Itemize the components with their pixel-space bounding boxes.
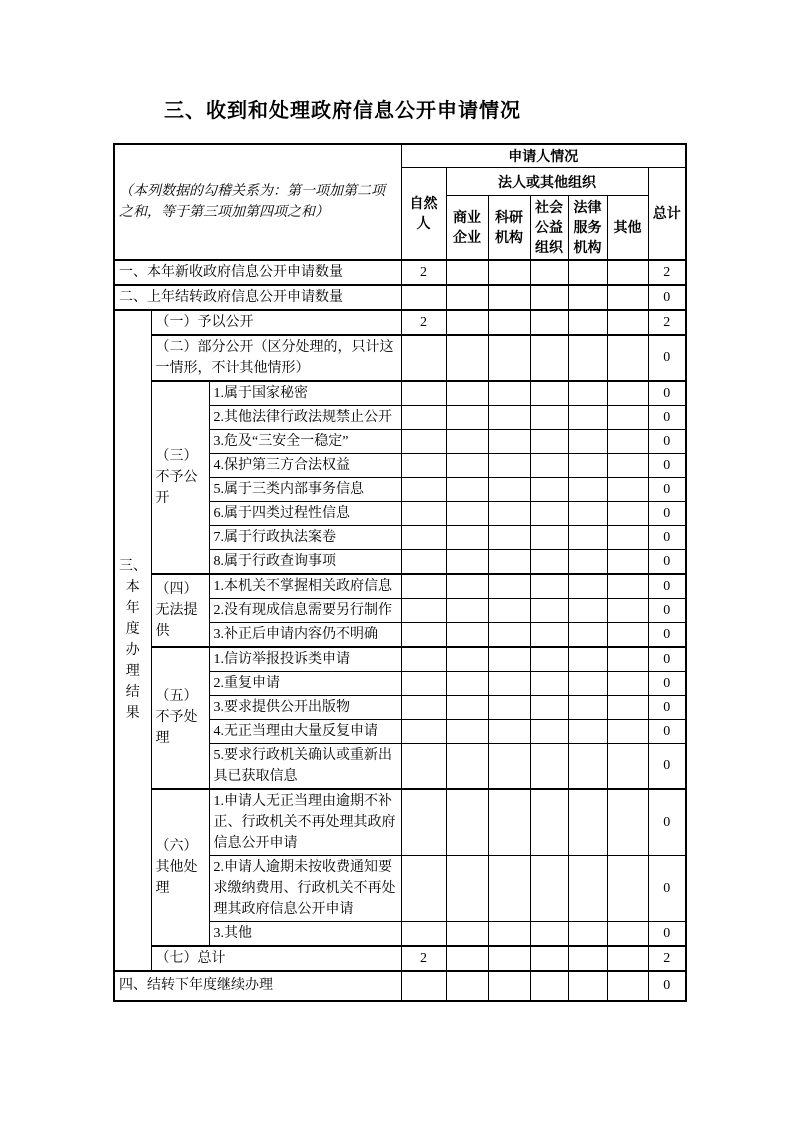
report-title: 三、收到和处理政府信息公开申请情况 [164, 100, 521, 122]
cell-business [446, 549, 488, 574]
group-label-other-handling: （六）其他处理 [151, 789, 209, 946]
row-label-not-processed-2: 2.重复申请 [209, 671, 401, 695]
cell-business [446, 598, 488, 622]
cell-natural [401, 719, 446, 743]
cell-social [530, 335, 568, 381]
cell-total: 2 [648, 260, 686, 285]
col-header-business: 商业企业 [446, 196, 488, 260]
row-label-refused-6: 6.属于四类过程性信息 [209, 501, 401, 525]
cell-legal [568, 260, 607, 285]
cell-legal [568, 429, 607, 453]
cell-natural [401, 647, 446, 672]
cell-social [530, 574, 568, 599]
cell-legal [568, 285, 607, 310]
cell-total: 0 [648, 671, 686, 695]
row-label-new-received: 一、本年新收政府信息公开申请数量 [114, 260, 401, 285]
row-label-refused-8: 8.属于行政查询事项 [209, 549, 401, 574]
cell-total: 0 [648, 598, 686, 622]
cell-natural [401, 405, 446, 429]
cell-social [530, 549, 568, 574]
cell-other [607, 622, 648, 647]
row-label-grand-total: （七）总计 [151, 946, 401, 971]
cell-business [446, 622, 488, 647]
cell-total: 0 [648, 501, 686, 525]
cell-total: 0 [648, 743, 686, 789]
cell-natural [401, 501, 446, 525]
cell-business [446, 921, 488, 946]
cell-other [607, 671, 648, 695]
row-label-not-processed-3: 3.要求提供公开出版物 [209, 695, 401, 719]
cell-business [446, 453, 488, 477]
cell-total: 0 [648, 789, 686, 856]
cell-total: 0 [648, 381, 686, 406]
col-header-legal-or-other-org: 法人或其他组织 [446, 168, 648, 196]
cell-research [488, 310, 530, 335]
cell-legal [568, 946, 607, 971]
group-label-refused: （三）不予公开 [151, 381, 209, 574]
cell-total: 0 [648, 921, 686, 946]
cell-legal [568, 310, 607, 335]
cell-total: 0 [648, 429, 686, 453]
cell-research [488, 622, 530, 647]
cell-research [488, 971, 530, 1001]
cell-social [530, 429, 568, 453]
cell-total: 0 [648, 574, 686, 599]
cell-total: 0 [648, 525, 686, 549]
cell-research [488, 453, 530, 477]
cell-business [446, 574, 488, 599]
header-note: （本列数据的勾稽关系为：第一项加第二项之和，等于第三项加第四项之和） [114, 144, 401, 260]
cell-social [530, 946, 568, 971]
cell-business [446, 525, 488, 549]
cell-other [607, 789, 648, 856]
cell-business [446, 477, 488, 501]
row-label-unable-2: 2.没有现成信息需要另行制作 [209, 598, 401, 622]
cell-research [488, 946, 530, 971]
cell-legal [568, 695, 607, 719]
row-label-partial: （二）部分公开（区分处理的，只计这一情形，不计其他情形） [151, 335, 401, 381]
cell-business [446, 335, 488, 381]
cell-total: 0 [648, 477, 686, 501]
cell-legal [568, 622, 607, 647]
cell-business [446, 671, 488, 695]
cell-business [446, 310, 488, 335]
cell-legal [568, 598, 607, 622]
cell-social [530, 405, 568, 429]
cell-research [488, 260, 530, 285]
cell-social [530, 285, 568, 310]
group-label-not-processed: （五）不予处理 [151, 647, 209, 789]
cell-natural [401, 855, 446, 921]
cell-business [446, 695, 488, 719]
row-label-refused-7: 7.属于行政执法案卷 [209, 525, 401, 549]
cell-total: 0 [648, 695, 686, 719]
cell-social [530, 501, 568, 525]
cell-business [446, 971, 488, 1001]
cell-social [530, 695, 568, 719]
cell-total: 0 [648, 335, 686, 381]
row-label-refused-4: 4.保护第三方合法权益 [209, 453, 401, 477]
cell-legal [568, 549, 607, 574]
cell-natural [401, 525, 446, 549]
cell-legal [568, 647, 607, 672]
cell-legal [568, 671, 607, 695]
cell-legal [568, 743, 607, 789]
cell-social [530, 260, 568, 285]
cell-legal [568, 453, 607, 477]
cell-total: 2 [648, 310, 686, 335]
cell-natural: 2 [401, 946, 446, 971]
cell-other [607, 501, 648, 525]
cell-total: 0 [648, 405, 686, 429]
cell-natural [401, 549, 446, 574]
cell-research [488, 743, 530, 789]
row-label-unable-3: 3.补正后申请内容仍不明确 [209, 622, 401, 647]
cell-legal [568, 335, 607, 381]
cell-business [446, 260, 488, 285]
cell-total: 0 [648, 622, 686, 647]
cell-other [607, 525, 648, 549]
cell-social [530, 453, 568, 477]
cell-total: 0 [648, 453, 686, 477]
cell-other [607, 719, 648, 743]
row-label-not-processed-1: 1.信访举报投诉类申请 [209, 647, 401, 672]
group-label-unable-to-provide: （四）无法提供 [151, 574, 209, 647]
cell-research [488, 695, 530, 719]
cell-business [446, 405, 488, 429]
cell-other [607, 743, 648, 789]
col-header-total: 总计 [648, 168, 686, 260]
cell-research [488, 921, 530, 946]
cell-total: 0 [648, 647, 686, 672]
col-header-other: 其他 [607, 196, 648, 260]
cell-natural [401, 743, 446, 789]
row-label-refused-3: 3.危及“三安全一稳定” [209, 429, 401, 453]
col-header-natural-person: 自然人 [401, 168, 446, 260]
applications-table [113, 143, 687, 1002]
row-label-refused-1: 1.属于国家秘密 [209, 381, 401, 406]
row-label-refused-5: 5.属于三类内部事务信息 [209, 477, 401, 501]
cell-business [446, 855, 488, 921]
cell-other [607, 453, 648, 477]
section-label-annual-results: 三、本年度办理结果 [114, 310, 151, 971]
cell-natural [401, 671, 446, 695]
cell-natural: 2 [401, 260, 446, 285]
cell-other [607, 335, 648, 381]
cell-other [607, 574, 648, 599]
row-label-unable-1: 1.本机关不掌握相关政府信息 [209, 574, 401, 599]
cell-other [607, 695, 648, 719]
cell-other [607, 647, 648, 672]
cell-natural [401, 574, 446, 599]
cell-research [488, 381, 530, 406]
cell-legal [568, 921, 607, 946]
cell-legal [568, 405, 607, 429]
cell-social [530, 622, 568, 647]
cell-legal [568, 525, 607, 549]
cell-total: 0 [648, 549, 686, 574]
cell-social [530, 310, 568, 335]
cell-research [488, 525, 530, 549]
row-label-refused-2: 2.其他法律行政法规禁止公开 [209, 405, 401, 429]
cell-legal [568, 477, 607, 501]
cell-natural [401, 335, 446, 381]
row-label-carried-over: 二、上年结转政府信息公开申请数量 [114, 285, 401, 310]
cell-natural: 2 [401, 310, 446, 335]
cell-natural [401, 921, 446, 946]
cell-business [446, 647, 488, 672]
cell-legal [568, 789, 607, 856]
cell-legal [568, 574, 607, 599]
cell-other [607, 549, 648, 574]
cell-other [607, 946, 648, 971]
cell-research [488, 501, 530, 525]
cell-business [446, 946, 488, 971]
cell-other [607, 381, 648, 406]
cell-business [446, 501, 488, 525]
cell-business [446, 381, 488, 406]
cell-natural [401, 622, 446, 647]
cell-other [607, 477, 648, 501]
cell-research [488, 647, 530, 672]
row-label-other-handling-1: 1.申请人无正当理由逾期不补正、行政机关不再处理其政府信息公开申请 [209, 789, 401, 856]
col-header-social-org: 社会公益组织 [530, 196, 568, 260]
cell-business [446, 285, 488, 310]
cell-natural [401, 453, 446, 477]
cell-social [530, 719, 568, 743]
cell-total: 0 [648, 971, 686, 1001]
row-label-next-year: 四、结转下年度继续办理 [114, 971, 401, 1001]
cell-legal [568, 855, 607, 921]
row-label-other-handling-2: 2.申请人逾期未按收费通知要求缴纳费用、行政机关不再处理其政府信息公开申请 [209, 855, 401, 921]
cell-social [530, 381, 568, 406]
cell-natural [401, 381, 446, 406]
cell-business [446, 789, 488, 856]
cell-legal [568, 501, 607, 525]
cell-other [607, 260, 648, 285]
cell-other [607, 405, 648, 429]
cell-research [488, 335, 530, 381]
col-header-applicant-status: 申请人情况 [401, 144, 686, 168]
cell-total: 0 [648, 719, 686, 743]
cell-total: 2 [648, 946, 686, 971]
cell-social [530, 921, 568, 946]
row-label-granted: （一）予以公开 [151, 310, 401, 335]
col-header-research: 科研机构 [488, 196, 530, 260]
cell-research [488, 549, 530, 574]
cell-social [530, 971, 568, 1001]
cell-natural [401, 695, 446, 719]
cell-natural [401, 429, 446, 453]
cell-social [530, 598, 568, 622]
cell-natural [401, 477, 446, 501]
cell-research [488, 405, 530, 429]
row-label-not-processed-5: 5.要求行政机关确认或重新出具已获取信息 [209, 743, 401, 789]
cell-legal [568, 381, 607, 406]
cell-research [488, 671, 530, 695]
col-header-legal-service: 法律服务机构 [568, 196, 607, 260]
cell-research [488, 855, 530, 921]
cell-research [488, 285, 530, 310]
cell-research [488, 598, 530, 622]
cell-research [488, 429, 530, 453]
cell-social [530, 743, 568, 789]
cell-research [488, 789, 530, 856]
cell-business [446, 429, 488, 453]
cell-business [446, 719, 488, 743]
cell-social [530, 789, 568, 856]
cell-other [607, 971, 648, 1001]
cell-social [530, 855, 568, 921]
row-label-not-processed-4: 4.无正当理由大量反复申请 [209, 719, 401, 743]
cell-other [607, 921, 648, 946]
cell-research [488, 719, 530, 743]
cell-natural [401, 789, 446, 856]
cell-social [530, 477, 568, 501]
cell-research [488, 477, 530, 501]
cell-legal [568, 719, 607, 743]
cell-total: 0 [648, 285, 686, 310]
cell-natural [401, 285, 446, 310]
cell-social [530, 671, 568, 695]
cell-natural [401, 598, 446, 622]
cell-natural [401, 971, 446, 1001]
cell-social [530, 647, 568, 672]
cell-other [607, 310, 648, 335]
cell-social [530, 525, 568, 549]
cell-other [607, 285, 648, 310]
cell-research [488, 574, 530, 599]
cell-other [607, 429, 648, 453]
cell-other [607, 598, 648, 622]
row-label-other-handling-3: 3.其他 [209, 921, 401, 946]
cell-business [446, 743, 488, 789]
cell-legal [568, 971, 607, 1001]
cell-total: 0 [648, 855, 686, 921]
cell-other [607, 855, 648, 921]
